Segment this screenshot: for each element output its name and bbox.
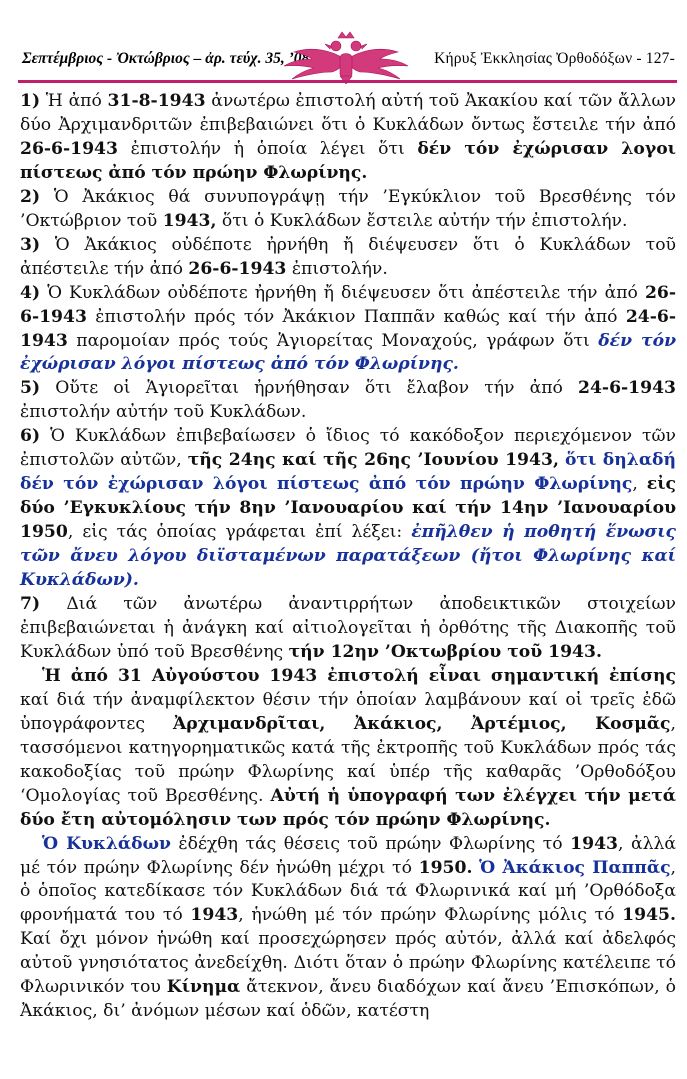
text: , εἰς τάς ὁποίας γράφεται ἐπί λέξει: <box>67 522 412 543</box>
date: 26-6-1943 <box>20 282 676 327</box>
text: ἐπιστολήν πρός τόν Ἀκάκιον Παππᾶν καθώς καί τήν ἀπό <box>86 306 626 327</box>
emphasis: Ἀρχιμανδρῖται, Ἀκάκιος, Ἀρτέμιος, Κοσμᾶς <box>172 713 671 734</box>
text: Ὁ Κυκλάδων ἐπιβεβαίωσεν ὁ ἴδιος τό κακόδοξον περιεχόμενον τῶν ἐπιστολῶν αὐτῶν, <box>20 426 676 471</box>
blue-quote: ἐπῆλθεν ἡ ποθητή ἕνωσις τῶν ἄνευ λόγου διϊσταμένων παρατάξεων (ἤτοι Φλωρίνης καί Κυκλάδων). <box>20 522 676 591</box>
text: ἐπιστολήν αὐτήν τοῦ Κυκλάδων. <box>20 402 307 423</box>
emphasis: Ἡ ἀπό 31 Αὐγούστου 1943 ἐπιστολή εἶναι σημαντική ἐπίσης <box>42 665 676 686</box>
text: Οὔτε οἱ Ἁγιορεῖται ἠρνήθησαν ὅτι ἔλαβον τήν ἀπό <box>40 378 579 399</box>
date: 1945. <box>622 905 676 926</box>
emphasis: τῆς 24ης καί τῆς 26ης ’Ιουνίου 1943, <box>187 450 559 471</box>
issue-info: Σεπτέμβριος - Ὀκτώβριος – ἀρ. τεύχ. 35, ’08 <box>22 50 310 67</box>
paragraph-5 <box>20 377 676 425</box>
date: 1943 <box>570 833 618 854</box>
text: Ὁ Ἀκάκιος οὐδέποτε ἠρνήθη ἤ διέψευσεν ὅτι ὁ Κυκλάδων τοῦ ἀπέστειλε τήν ἀπό <box>20 234 676 279</box>
date: 31-8-1943 <box>107 91 206 111</box>
paragraph-2 <box>20 186 676 234</box>
emphasis: δέν τόν ἐχώρισαν λογοι πίστεως ἀπό τόν πρώην Φλωρίνης. <box>20 138 676 183</box>
text: ὅτι ὁ Κυκλάδων ἔστειλε αὐτήν τήν ἐπιστολήν. <box>216 210 628 231</box>
item-number: 7) <box>20 594 41 615</box>
text: Ἡ ἀπό <box>40 91 108 111</box>
emphasis: Αὐτή ἡ ὑπογραφή των ἐλέγχει τήν μετά δύο ἔτη αὐτομόλησιν των πρός τόν πρώην Φλωρίνης. <box>20 785 676 830</box>
item-number: 3) <box>20 234 41 255</box>
emphasis: τήν 12ην ’Οκτωβρίου τοῦ 1943. <box>288 641 602 662</box>
date: 1943 <box>190 905 239 926</box>
journal-title: Κήρυξ Ἐκκλησίας Ὀρθοδόξων - 127- <box>434 50 675 67</box>
paragraph-3 <box>20 234 676 282</box>
paragraph-4 <box>20 282 676 378</box>
text: Ὁ Κυκλάδων οὐδέποτε ἠρνήθη ἤ διέψευσεν ὅτι ἀπέστειλε τήν ἀπό <box>40 282 645 303</box>
text: , ἀλλά μέ τόν πρώην Φλωρίνης δέν ἡνώθη μέχρι τό <box>20 833 676 878</box>
paragraph-6 <box>20 425 676 593</box>
date: 24-6-1943 <box>578 378 676 399</box>
header-divider <box>18 80 677 83</box>
emphasis: εἰς δύο ’Εγκυκλίους τήν 8ην ’Ιανουαρίου καί τήν 14ην ’Ιανουαρίου 1950 <box>20 474 676 543</box>
text: Διά τῶν ἀνωτέρω ἀναντιρρήτων ἀποδεικτικῶν στοιχείων ἐπιβεβαιώνεται ἡ ἀνάγκη καί αἰτιολογεῖται ἡ ὀρθότης τῆς Διακοπῆς τοῦ Κυκλάδων ὑπό τοῦ Βρεσθένης <box>20 594 676 662</box>
text: , <box>632 474 647 495</box>
item-number: 6) <box>20 426 41 447</box>
double-headed-eagle-icon <box>272 30 420 84</box>
paragraph-9 <box>20 833 676 1025</box>
text: , ὁ ὁποῖος κατεδίκασε τόν Κυκλάδων διά τά Φλωρινικά καί μή ’Ορθόδοξα φρονήματά του τό <box>20 857 676 926</box>
text: , τασσόμενοι κατηγορηματικῶς κατά τῆς ἐκτροπῆς τοῦ Κυκλάδων πρός τάς κακοδοξίας τοῦ πρώην Φλωρίνης καί ὑπέρ τῆς καθαρᾶς ’Ορθοδόξου ‘Ομολογίας τοῦ Βρεσθένης. <box>20 713 676 806</box>
date: 24-6-1943 <box>20 306 676 351</box>
article-body <box>20 90 676 1024</box>
text: ἄτεκνον, ἄνευ διαδόχων καί ἄνευ ’Επισκόπων, ὁ Ἀκάκιος, δι’ ἀνόμων μέσων καί ὁδῶν, κατέστη <box>20 977 676 1022</box>
page-header <box>0 30 687 86</box>
blue-emphasis: ὅτι δηλαδή δέν τόν ἐχώρισαν λόγοι πίστεως ἀπό τόν πρώην Φλωρίνης <box>20 450 677 495</box>
paragraph-1 <box>20 90 676 186</box>
text: ἐπιστολήν. <box>286 258 388 279</box>
text: Καί ὄχι μόνον ἡνώθη καί προσεχώρησεν πρός αὐτόν, ἀλλά καί ἀδελφός αὐτοῦ γνησιότατος ἀνεδείχθη. Διότι ὅταν ὁ πρώην Φλωρίνης κατέλειπε τό Φλωρινικόν του <box>20 929 676 998</box>
item-number: 2) <box>20 186 41 207</box>
blue-emphasis: Ὁ Ἀκάκιος Παππᾶς <box>479 857 671 878</box>
date: 26-6-1943 <box>20 138 118 159</box>
text: καί διά τήν ἀναμφίλεκτον θέσιν τήν ὁποίαν λαμβάνουν καί οἱ τρεῖς ἐδῶ ὑπογράφοντες <box>20 689 676 734</box>
text: ἐπιστολήν ἡ ὁποία λέγει ὅτι <box>117 138 418 159</box>
paragraph-8 <box>20 665 676 833</box>
blue-emphasis: δέν τόν ἐχώρισαν λόγοι πίστεως ἀπό τόν Φλωρίνης. <box>20 330 676 375</box>
text: , ἡνώθη μέ τόν πρώην Φλωρίνης μόλις τό <box>238 905 623 926</box>
item-number: 1) <box>20 91 41 111</box>
date: 26-6-1943 <box>188 258 287 279</box>
item-number: 5) <box>20 378 41 399</box>
paragraph-7 <box>20 593 676 665</box>
text: ἀνωτέρω ἐπιστολή αὐτή τοῦ Ἀκακίου καί τῶν ἄλλων δύο Ἀρχιμανδριτῶν ἐπιβεβαιώνει ὅτι ὁ Κυκλάδων ὄντως ἔστειλε τήν ἀπό <box>20 91 676 135</box>
item-number: 4) <box>20 282 41 303</box>
text: Ὁ Ἀκάκιος θά συνυπογράψῃ τήν ’Εγκύκλιον τοῦ Βρεσθένης τόν ’Οκτώβριον τοῦ <box>20 186 676 231</box>
emphasis: Κίνημα <box>166 977 241 998</box>
text: παρομοίαν πρός τούς Ἁγιορείτας Μοναχούς, γράφων ὅτι <box>67 330 599 351</box>
text: ἐδέχθη τάς θέσεις τοῦ πρώην Φλωρίνης τό <box>170 833 571 854</box>
date: 1943, <box>162 210 217 231</box>
date: 1950. <box>418 857 473 878</box>
blue-emphasis: Ὁ Κυκλάδων <box>42 833 171 854</box>
